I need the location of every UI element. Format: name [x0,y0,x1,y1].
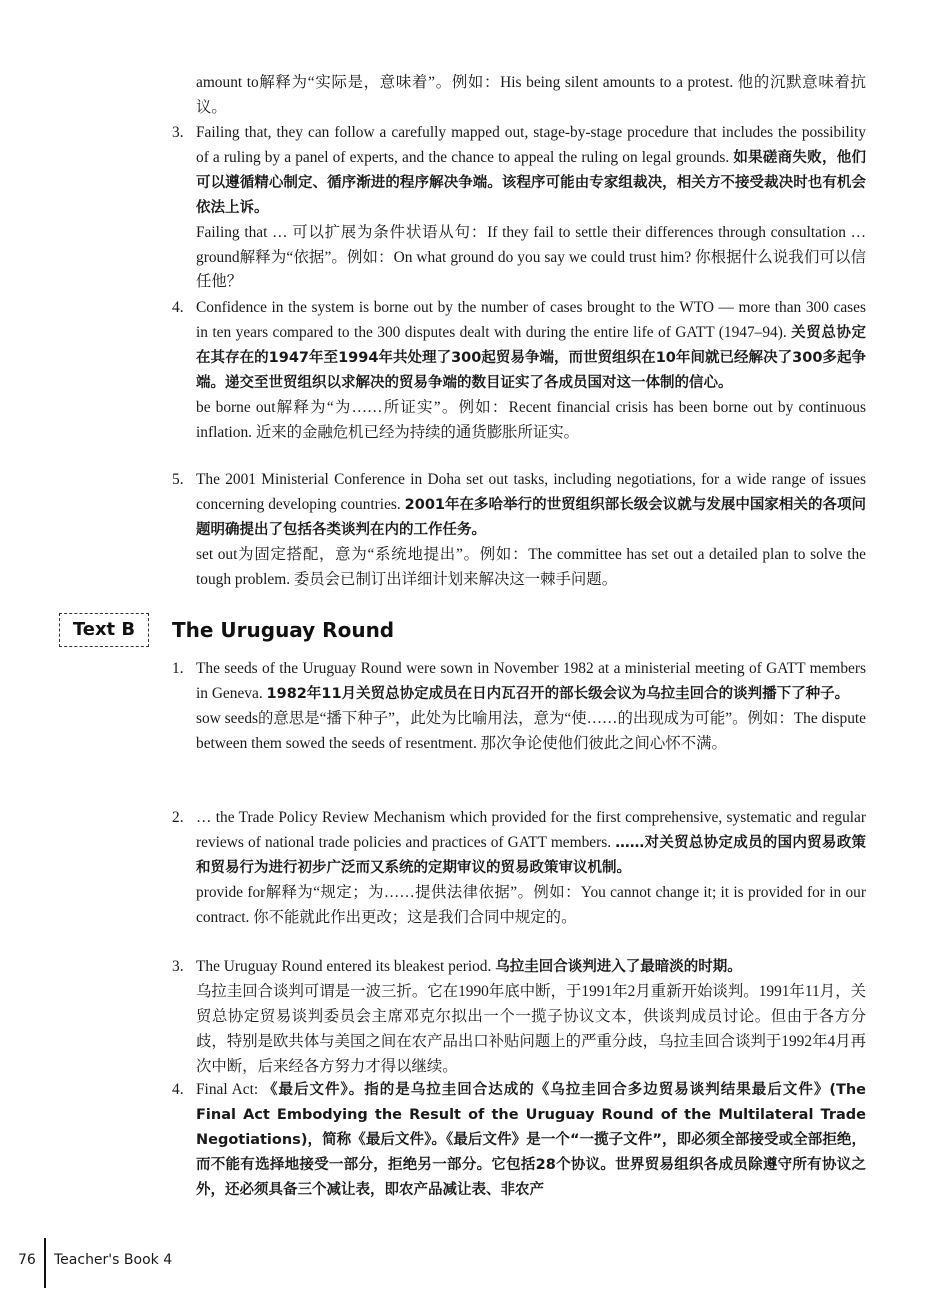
item-number: 4. [172,1081,184,1098]
item-chinese: 如果磋商失败，他们可以遵循精心制定、循序渐进的程序解决争端。该程序可能由专家组裁决，相关方不接受裁决时也有机会依法上诉。 [196,149,866,216]
continuation-text: amount to解释为“实际是，意味着”。例如：His being silent amounts to a protest. 他的沉默意味着抗议。 [196,74,866,116]
item-number: 2. [172,809,184,826]
text-a-item-4 [172,296,866,445]
item-english: Final Act: [196,1081,259,1098]
page-number: 76 [18,1252,36,1268]
text-b-item-3 [172,955,866,1080]
item-english: The 2001 Ministerial Conference in Doha set out tasks, including negotiations, for a wide range of issues concerning developing countries. [196,471,866,513]
item-note: provide for解释为“规定；为……提供法律依据”。例如：You cannot change it; it is provided for in our contract. 你不能就此作出更改；这是我们合同中规定的。 [196,883,866,926]
item-chinese: 关贸总协定在其存在的1947年至1994年共处理了300起贸易争端，而世贸组织在10年间就已经解决了300多起争端。递交至世贸组织以求解决的贸易争端的数目证实了各成员国对这一体制的信心。 [196,324,866,391]
item-note: sow seeds的意思是“播下种子”，此处为比喻用法，意为“使……的出现成为可能”。例如：The dispute between them sowed the seeds of resentment. 那次争论使他们彼此之间心怀不满。 [196,709,866,752]
item-chinese: ……对关贸总协定成员的国内贸易政策和贸易行为进行初步广泛而又系统的定期审议的贸易政策审议机制。 [196,834,866,876]
text-b-item-4 [172,1078,866,1203]
item-number: 4. [172,299,184,316]
text-b-item-1 [172,657,866,757]
item-number: 1. [172,660,184,677]
item-chinese: 2001年在多哈举行的世贸组织部长级会议就与发展中国家相关的各项问题明确提出了包括各类谈判在内的工作任务。 [196,496,867,538]
item-english: The Uruguay Round entered its bleakest period. [196,958,492,975]
item-note: set out为固定搭配，意为“系统地提出”。例如：The committee has set out a detailed plan to solve the tough problem. 委员会已制订出详细计划来解决这一棘手问题。 [196,545,866,588]
item-number: 3. [172,124,184,141]
section-tag: Text B [59,613,149,647]
book-title: Teacher's Book 4 [54,1252,173,1268]
text-a-item-3 [172,121,866,295]
section-title: The Uruguay Round [172,618,395,642]
item-note: Failing that … 可以扩展为条件状语从句：If they fail to settle their differences through consultation … ground解释为“依据”。例如：On what ground do you say we could trust him? 你根据什么说我们可以信任他？ [196,223,866,291]
item-number: 5. [172,471,184,488]
item-number: 3. [172,958,184,975]
continuation-paragraph [196,71,866,121]
item-english: The seeds of the Uruguay Round were sown in November 1982 at a ministerial meeting of GATT members in Geneva. [196,660,866,702]
item-chinese: 乌拉圭回合谈判进入了最暗淡的时期。 [495,959,742,975]
item-note: 乌拉圭回合谈判可谓是一波三折。它在1990年底中断，于1991年2月重新开始谈判。1991年11月，关贸总协定贸易谈判委员会主席邓克尔拟出一个一揽子协议文本，供谈判成员讨论。但由于各方分歧，特别是欧共体与美国之间在农产品出口补贴问题上的严重分歧，乌拉圭回合谈判于1992年4月再次中断，后来经各方努力才得以继续。 [196,982,866,1075]
item-english: Confidence in the system is borne out by the number of cases brought to the WTO — more than 300 cases in ten years compared to the 300 disputes dealt with during the entire life of GATT (1947–94). [196,299,866,341]
item-english: … the Trade Policy Review Mechanism which provided for the first comprehensive, systematic and regular reviews of national trade policies and practices of GATT members. [196,809,866,851]
text-a-item-5 [172,468,866,593]
item-chinese: 《最后文件》。指的是乌拉圭回合达成的《乌拉圭回合多边贸易谈判结果最后文件》(The Final Act Embodying the Result of the Uruguay Round of the Multilateral Trade Negotiations)，简称《最后文件》。《最后文件》是一个“一揽子文件”，即必须全部接受或全部拒绝，而不能有选择地接受一部分，拒绝另一部分。它包括28个协议。世界贸易组织各成员除遵守所有协议之外，还必须具备三个减让表，即农产品减让表、非农产 [196,1082,866,1198]
text-b-item-2 [172,806,866,931]
item-chinese: 1982年11月关贸总协定成员在日内瓦召开的部长级会议为乌拉圭回合的谈判播下了种子。 [266,685,850,702]
item-note: be borne out解释为“为……所证实”。例如：Recent financial crisis has been borne out by continuous inflation. 近来的金融危机已经为持续的通货膨胀所证实。 [196,398,866,441]
item-english: Failing that, they can follow a carefully mapped out, stage-by-stage procedure that includes the possibility of a ruling by a panel of experts, and the chance to appeal the ruling on legal grounds. [196,124,866,166]
footer-divider [44,1238,46,1288]
